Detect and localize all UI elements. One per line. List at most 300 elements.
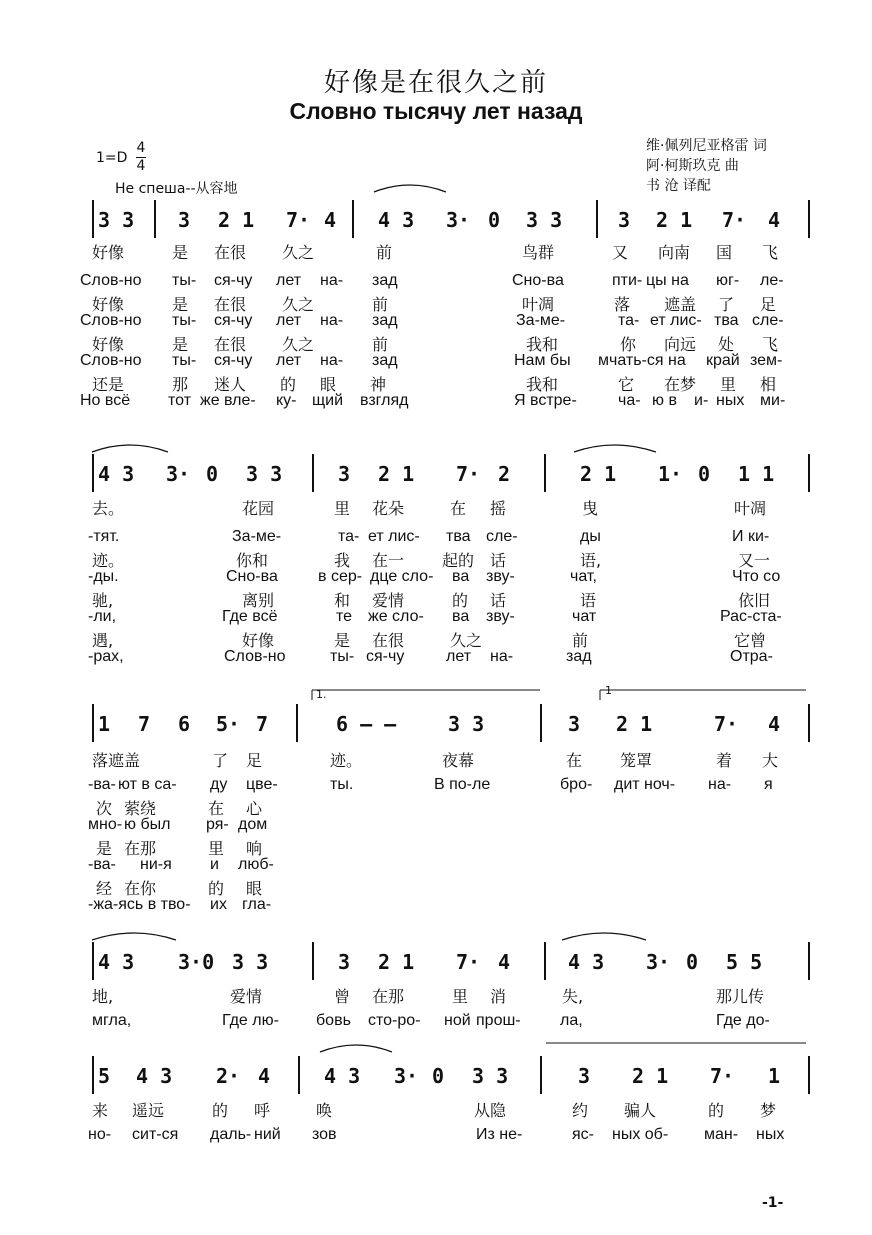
lyric-syllable: зву- xyxy=(486,568,515,585)
lyric-syllable: зад xyxy=(372,312,398,329)
lyric-syllable: За-ме- xyxy=(516,312,566,329)
title-russian: Словно тысячу лет назад xyxy=(289,98,583,124)
barline xyxy=(312,454,314,492)
lyric-syllable: 里 xyxy=(334,499,351,518)
note-group: 0 xyxy=(206,462,219,486)
lyric-syllable: 那 xyxy=(172,375,189,394)
note-group: 3 3 xyxy=(448,712,485,736)
lyric-syllable: ды xyxy=(580,528,601,545)
lyric-syllable: 前 xyxy=(572,631,589,650)
note-group: 3 xyxy=(178,208,191,232)
lyric-syllable: дом xyxy=(238,816,268,833)
lyric-syllable: 好像 xyxy=(242,631,275,650)
lyric-syllable: цы на xyxy=(646,272,689,289)
barline xyxy=(540,704,542,742)
lyric-syllable: 还是 xyxy=(92,375,125,394)
lyric-syllable: 眼 xyxy=(320,375,337,394)
lyric-syllable: 它曾 xyxy=(734,631,767,650)
lyric-syllable: на- xyxy=(320,352,344,369)
lyric-syllable: прош- xyxy=(476,1012,521,1029)
lyric-syllable: 萦绕 xyxy=(124,799,157,818)
note-group: 0 xyxy=(698,462,711,486)
lyric-syllable: 响 xyxy=(246,839,263,858)
lyric-syllable: 次 xyxy=(96,799,113,818)
lyric-syllable: даль- xyxy=(210,1126,252,1143)
lyric-syllable: лет xyxy=(276,272,302,289)
lyric-syllable: 是 xyxy=(172,243,189,262)
title-chinese: 好像是在很久之前 xyxy=(323,68,548,98)
lyric-syllable: 又 xyxy=(612,243,629,262)
lyric-syllable: 那儿传 xyxy=(716,987,765,1006)
lyric-syllable: их xyxy=(210,896,227,913)
lyric-syllable: 爱情 xyxy=(230,987,263,1006)
lyric-syllable: зад xyxy=(372,272,398,289)
barline xyxy=(544,942,546,980)
lyric-syllable: тва xyxy=(446,528,471,545)
lyric-syllable: 向南 xyxy=(658,243,691,262)
lyric-syllable: 眼 xyxy=(246,879,263,898)
lyric-syllable: -ли, xyxy=(88,608,117,625)
lyric-syllable: же вле- xyxy=(200,392,256,409)
lyric-syllable: 笼罩 xyxy=(620,751,653,770)
barline xyxy=(296,704,298,742)
note-group: 0 xyxy=(488,208,501,232)
time-signature-bottom: 4 xyxy=(136,158,146,174)
note-group: 2 1 xyxy=(580,462,617,486)
lyric-syllable: 大 xyxy=(762,751,779,770)
barline xyxy=(352,200,354,238)
lyric-syllable: 迷人 xyxy=(214,375,247,394)
lyric-syllable: 在很 xyxy=(214,295,247,314)
note-group: 1· xyxy=(658,462,683,486)
lyric-syllable: ку- xyxy=(276,392,297,409)
note-group: 3 3 xyxy=(472,1064,509,1088)
lyric-syllable: 足 xyxy=(760,295,777,314)
lyric-syllable: 里 xyxy=(452,987,469,1006)
barline xyxy=(92,1056,94,1094)
lyric-syllable: 唤 xyxy=(316,1101,333,1120)
lyric-syllable: 在很 xyxy=(214,335,247,354)
time-signature-top: 4 xyxy=(136,140,146,156)
lyric-syllable: тот xyxy=(168,392,192,409)
lyric-syllable: и- xyxy=(694,392,709,409)
lyric-syllable: но- xyxy=(88,1126,112,1143)
lyric-syllable: 了 xyxy=(212,751,229,770)
lyric-syllable: 花朵 xyxy=(372,499,405,518)
note-group: 3 xyxy=(578,1064,591,1088)
lyric-syllable: ла, xyxy=(560,1012,583,1029)
lyric-syllable: 在那 xyxy=(124,839,157,858)
lyric-syllable: ты- xyxy=(172,272,197,289)
lyric-syllable: щий xyxy=(312,392,344,409)
lyric-syllable: ной xyxy=(444,1012,471,1029)
lyric-syllable: юг- xyxy=(716,272,740,289)
note-group: 7· xyxy=(456,462,481,486)
lyric-syllable: 飞 xyxy=(762,243,779,262)
lyric-syllable: 遥远 xyxy=(132,1101,165,1120)
lyric-syllable: ся-чу xyxy=(214,352,253,369)
lyric-syllable: 曳 xyxy=(582,499,599,518)
barline xyxy=(92,200,94,238)
note-group: 1 1 xyxy=(738,462,775,486)
note-group: 2 1 xyxy=(656,208,693,232)
lyric-syllable: ле- xyxy=(760,272,784,289)
lyric-syllable: 呼 xyxy=(254,1101,271,1120)
lyric-syllable: ет лис- xyxy=(368,528,420,545)
lyric-syllable: Слов-но xyxy=(80,352,142,369)
lyric-syllable: 起的 xyxy=(442,551,475,570)
lyric-syllable: же сло- xyxy=(368,608,424,625)
note-group: 3 xyxy=(338,950,351,974)
note-group: 3 3 xyxy=(526,208,563,232)
lyric-syllable: на- xyxy=(320,312,344,329)
note-group: 1 xyxy=(768,1064,781,1088)
barline xyxy=(596,200,598,238)
lyric-syllable: Что со xyxy=(732,568,781,585)
lyric-syllable: 语 xyxy=(580,591,597,610)
lyric-syllable: край xyxy=(706,352,740,369)
lyric-syllable: ний xyxy=(254,1126,281,1143)
lyric-syllable: 遮盖 xyxy=(664,295,697,314)
lyric-syllable: Сно-ва xyxy=(226,568,278,585)
lyric-syllable: 梦 xyxy=(760,1101,777,1120)
barline xyxy=(808,1056,810,1094)
lyric-syllable: цве- xyxy=(246,776,278,793)
note-group: 2 1 xyxy=(632,1064,669,1088)
lyric-syllable: 去。 xyxy=(92,499,125,518)
note-group: 7· xyxy=(710,1064,735,1088)
note-group: 4 xyxy=(498,950,511,974)
lyric-syllable: 落遮盖 xyxy=(92,751,141,770)
lyric-syllable: 约 xyxy=(572,1101,589,1120)
note-group: 2· xyxy=(216,1064,241,1088)
tempo-marking: Не спеша--从容地 xyxy=(115,181,238,197)
lyric-syllable: 在那 xyxy=(372,987,405,1006)
lyric-syllable: 我和 xyxy=(526,375,559,394)
note-group: 4 3 xyxy=(568,950,605,974)
lyric-syllable: 在很 xyxy=(372,631,405,650)
lyric-syllable: 好像 xyxy=(92,335,125,354)
note-group: 3 3 xyxy=(246,462,283,486)
lyric-syllable: Из не- xyxy=(476,1126,523,1143)
lyric-syllable: в сер- xyxy=(318,568,363,585)
lyric-syllable: 爱情 xyxy=(372,591,405,610)
credit-composer: 阿·柯斯玖克 曲 xyxy=(646,158,739,174)
lyric-syllable: 是 xyxy=(334,631,351,650)
lyric-syllable: 足 xyxy=(246,751,263,770)
note-group: 4 3 xyxy=(378,208,415,232)
lyric-syllable: -ды. xyxy=(88,568,119,585)
lyric-syllable: ты. xyxy=(330,776,354,793)
barline xyxy=(92,942,94,980)
lyric-syllable: 从隐 xyxy=(474,1101,507,1120)
note-group: 3· xyxy=(166,462,191,486)
lyric-syllable: 久之 xyxy=(450,631,483,650)
lyric-syllable: ся-чу xyxy=(366,648,405,665)
lyric-syllable: В по-ле xyxy=(434,776,491,793)
lyric-syllable: яс- xyxy=(572,1126,594,1143)
lyric-syllable: тва xyxy=(714,312,739,329)
volta-1-right: 1 xyxy=(605,684,612,697)
lyric-syllable: 好像 xyxy=(92,243,125,262)
barline xyxy=(312,942,314,980)
credit-translator: 书 沧 译配 xyxy=(646,178,711,194)
lyric-syllable: -жа-ясь в тво- xyxy=(88,896,191,913)
lyric-syllable: ных об- xyxy=(612,1126,669,1143)
lyric-syllable: Но всё xyxy=(80,392,131,409)
note-group: 6 – – xyxy=(336,712,397,736)
lyric-syllable: Рас-ста- xyxy=(720,608,782,625)
lyric-syllable: ря- xyxy=(206,816,229,833)
barline xyxy=(298,1056,300,1094)
lyric-syllable: та- xyxy=(338,528,360,545)
lyric-syllable: та- xyxy=(618,312,640,329)
lyric-syllable: те xyxy=(336,608,353,625)
barline xyxy=(808,200,810,238)
note-group: 5 xyxy=(98,1064,111,1088)
key-signature: 1=D xyxy=(96,150,128,166)
lyric-syllable: 的 xyxy=(208,879,225,898)
lyric-syllable: на- xyxy=(708,776,732,793)
lyric-syllable: сле- xyxy=(486,528,518,545)
lyric-syllable: Слов-но xyxy=(80,312,142,329)
lyric-syllable: зву- xyxy=(486,608,515,625)
lyric-syllable: сит-ся xyxy=(132,1126,179,1143)
note-group: 5· xyxy=(216,712,241,736)
time-signature xyxy=(134,140,148,175)
lyric-syllable: 心 xyxy=(246,799,263,818)
lyric-syllable: 神 xyxy=(370,375,387,394)
lyric-syllable: Сно-ва xyxy=(512,272,564,289)
note-group: 3 xyxy=(618,208,631,232)
lyric-syllable: ва xyxy=(452,568,470,585)
lyric-syllable: 鸟群 xyxy=(522,243,555,262)
barline xyxy=(808,704,810,742)
lyric-syllable: 语, xyxy=(580,551,602,570)
barline xyxy=(808,454,810,492)
note-group: 3· xyxy=(446,208,471,232)
lyric-syllable: 前 xyxy=(376,243,393,262)
lyric-syllable: Отра- xyxy=(730,648,773,665)
lyric-syllable: -ва- xyxy=(88,776,116,793)
note-group: 4 xyxy=(768,712,781,736)
lyric-syllable: мгла, xyxy=(92,1012,132,1029)
lyric-syllable: люб- xyxy=(238,856,274,873)
note-group: 3 3 xyxy=(98,208,135,232)
lyric-syllable: 向远 xyxy=(664,335,697,354)
lyric-syllable: 的 xyxy=(708,1101,725,1120)
lyric-syllable: ных xyxy=(756,1126,785,1143)
lyric-syllable: Я встре- xyxy=(514,392,577,409)
lyric-syllable: 是 xyxy=(172,335,189,354)
note-group: 0 xyxy=(686,950,699,974)
lyric-syllable: пти- xyxy=(612,272,643,289)
note-group: 4 3 xyxy=(324,1064,361,1088)
lyric-syllable: 经 xyxy=(96,879,113,898)
lyric-syllable: 相 xyxy=(760,375,777,394)
lyric-syllable: 叶凋 xyxy=(522,295,555,314)
lyric-syllable: ни-я xyxy=(140,856,172,873)
note-group: 2 1 xyxy=(378,950,415,974)
lyric-syllable: 话 xyxy=(490,551,507,570)
lyric-syllable: Где всё xyxy=(222,608,278,625)
lyric-syllable: 着 xyxy=(716,751,733,770)
lyric-syllable: 摇 xyxy=(490,499,507,518)
lyric-syllable: 里 xyxy=(720,375,737,394)
lyric-syllable: зем- xyxy=(750,352,783,369)
lyric-syllable: 你和 xyxy=(236,551,269,570)
lyric-syllable: 消 xyxy=(490,987,507,1006)
lyric-syllable: Где до- xyxy=(716,1012,770,1029)
note-group: 3· xyxy=(646,950,671,974)
lyric-syllable: ты- xyxy=(330,648,355,665)
lyric-syllable: 久之 xyxy=(282,295,315,314)
note-group: 0 xyxy=(432,1064,445,1088)
lyric-syllable: ва xyxy=(452,608,470,625)
lyric-syllable: 失, xyxy=(562,987,584,1006)
note-group: 2 xyxy=(498,462,511,486)
lyric-syllable: 花园 xyxy=(242,499,275,518)
lyric-syllable: сле- xyxy=(752,312,784,329)
lyric-syllable: 前 xyxy=(372,335,389,354)
barline xyxy=(92,454,94,492)
note-group: 1 xyxy=(98,712,111,736)
lyric-syllable: -рах, xyxy=(88,648,124,665)
lyric-syllable: 迹。 xyxy=(92,551,125,570)
lyric-syllable: 叶凋 xyxy=(734,499,767,518)
lyric-syllable: ты- xyxy=(172,352,197,369)
lyric-syllable: ся-чу xyxy=(214,272,253,289)
lyric-syllable: 处 xyxy=(718,335,735,354)
lyric-syllable: 来 xyxy=(92,1101,109,1120)
lyric-syllable: ты- xyxy=(172,312,197,329)
note-group: 5 5 xyxy=(726,950,763,974)
lyric-syllable: 在 xyxy=(566,751,583,770)
lyric-syllable: 在很 xyxy=(214,243,247,262)
lyric-syllable: 你 xyxy=(620,335,637,354)
lyric-syllable: ман- xyxy=(704,1126,739,1143)
lyric-syllable: 落 xyxy=(614,295,631,314)
note-group: 7· xyxy=(714,712,739,736)
lyric-syllable: 是 xyxy=(96,839,113,858)
lyric-syllable: на- xyxy=(490,648,514,665)
lyric-syllable: 我和 xyxy=(526,335,559,354)
lyric-syllable: ных xyxy=(716,392,745,409)
lyric-syllable: и xyxy=(210,856,219,873)
lyric-syllable: 我 xyxy=(334,551,351,570)
lyric-syllable: чат xyxy=(572,608,597,625)
note-group: 3 xyxy=(568,712,581,736)
lyric-syllable: 曾 xyxy=(334,987,351,1006)
lyric-syllable: дце сло- xyxy=(370,568,434,585)
note-group: 3 xyxy=(338,462,351,486)
note-group: 4 3 xyxy=(136,1064,173,1088)
barline xyxy=(808,942,810,980)
lyric-syllable: гла- xyxy=(242,896,272,913)
lyric-syllable: мчать-ся на xyxy=(598,352,686,369)
lyric-syllable: 迹。 xyxy=(330,751,363,770)
note-group: 4 3 xyxy=(98,950,135,974)
lyric-syllable: Нам бы xyxy=(514,352,571,369)
lyric-syllable: 是 xyxy=(172,295,189,314)
lyric-syllable: 骗人 xyxy=(624,1101,657,1120)
note-group: 3· xyxy=(394,1064,419,1088)
lyric-syllable: За-ме- xyxy=(232,528,282,545)
lyric-syllable: -тят. xyxy=(88,528,120,545)
credit-lyricist: 维·佩列尼亚格雷 词 xyxy=(646,138,767,154)
note-group: 3 3 xyxy=(232,950,269,974)
lyric-syllable: 在你 xyxy=(124,879,157,898)
lyric-syllable: ют в са- xyxy=(118,776,177,793)
lyric-syllable: 的 xyxy=(280,375,297,394)
lyric-syllable: 前 xyxy=(372,295,389,314)
lyric-syllable: 依旧 xyxy=(738,591,771,610)
lyric-syllable: 了 xyxy=(718,295,735,314)
lyric-syllable: взгляд xyxy=(360,392,409,409)
note-group: 6 xyxy=(178,712,191,736)
lyric-syllable: 久之 xyxy=(282,243,315,262)
lyric-syllable: бро- xyxy=(560,776,593,793)
lyric-syllable: ча- xyxy=(618,392,641,409)
lyric-syllable: 离别 xyxy=(242,591,275,610)
lyric-syllable: мно- xyxy=(88,816,123,833)
note-group: 4 3 xyxy=(98,462,135,486)
lyric-syllable: 又一 xyxy=(738,551,771,570)
note-group: 4 xyxy=(324,208,337,232)
lyric-syllable: зад xyxy=(372,352,398,369)
lyric-syllable: И ки- xyxy=(732,528,770,545)
note-group: 7 xyxy=(256,712,269,736)
lyric-syllable: -ва- xyxy=(88,856,116,873)
lyric-syllable: 在梦 xyxy=(664,375,697,394)
note-group: 7· xyxy=(456,950,481,974)
lyric-syllable: бовь xyxy=(316,1012,351,1029)
note-group: 4 xyxy=(768,208,781,232)
lyric-syllable: 的 xyxy=(212,1101,229,1120)
lyric-syllable: 在 xyxy=(208,799,225,818)
lyric-syllable: ся-чу xyxy=(214,312,253,329)
lyric-syllable: 遇, xyxy=(92,631,114,650)
lyric-syllable: 话 xyxy=(490,591,507,610)
barline xyxy=(92,704,94,742)
note-group: 2 1 xyxy=(218,208,255,232)
lyric-syllable: ю был xyxy=(124,816,171,833)
lyric-syllable: чат, xyxy=(570,568,597,585)
note-group: 2 1 xyxy=(616,712,653,736)
lyric-syllable: сто-ро- xyxy=(368,1012,421,1029)
volta-1-left: 1. xyxy=(316,688,327,701)
page-number: -1- xyxy=(762,1195,784,1211)
lyric-syllable: 它 xyxy=(618,375,635,394)
note-group: 4 xyxy=(258,1064,271,1088)
barline xyxy=(154,200,156,238)
lyric-syllable: зад xyxy=(566,648,592,665)
lyric-syllable: 里 xyxy=(208,839,225,858)
barline xyxy=(544,454,546,492)
lyric-syllable: 好像 xyxy=(92,295,125,314)
barline xyxy=(540,1056,542,1094)
lyric-syllable: зов xyxy=(312,1126,337,1143)
lyric-syllable: 在一 xyxy=(372,551,405,570)
lyric-syllable: я xyxy=(764,776,773,793)
lyric-syllable: дит ноч- xyxy=(614,776,676,793)
note-group: 7 xyxy=(138,712,151,736)
lyric-syllable: ю в xyxy=(652,392,677,409)
lyric-syllable: лет xyxy=(276,352,302,369)
lyric-syllable: ет лис- xyxy=(650,312,702,329)
note-group: 7· xyxy=(722,208,747,232)
lyric-syllable: 国 xyxy=(716,243,733,262)
